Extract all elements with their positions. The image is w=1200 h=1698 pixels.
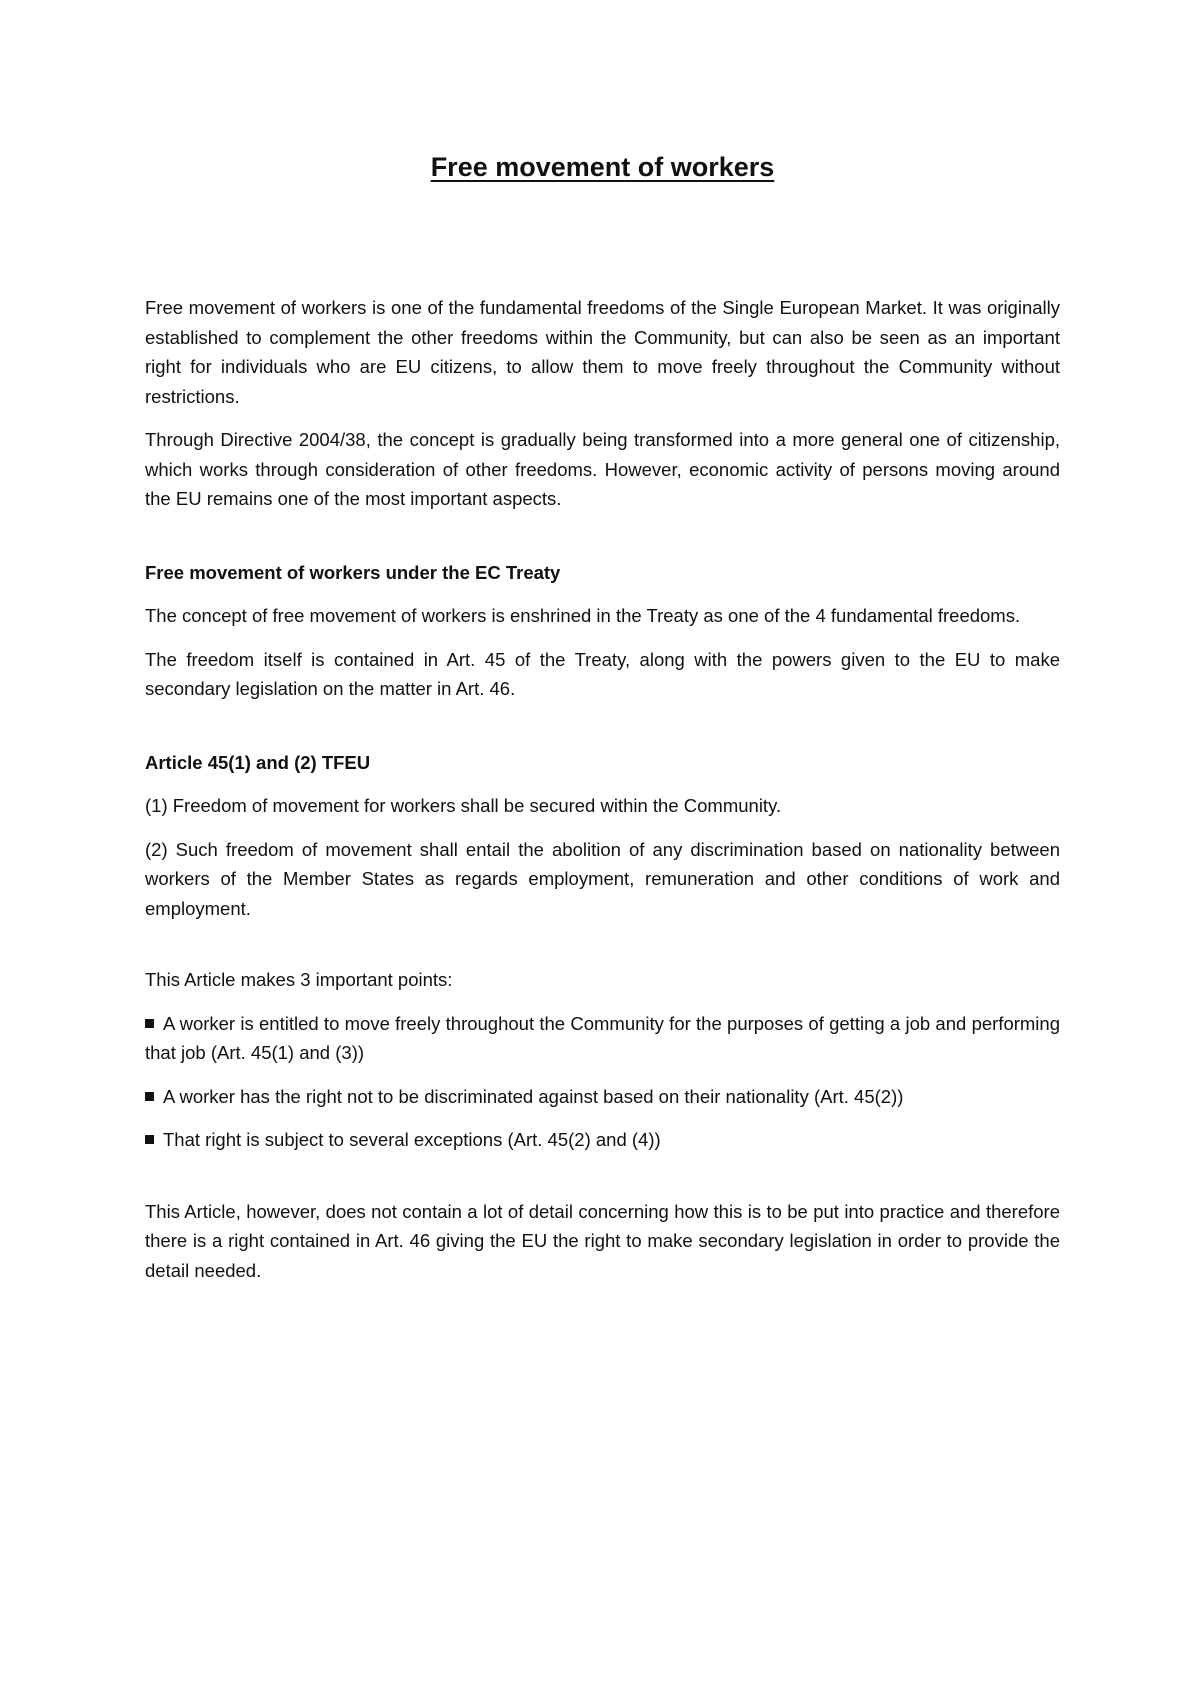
bullet-text: A worker has the right not to be discriminated against based on their nationality (Art. 45(2)) <box>163 1085 904 1107</box>
section-heading-ec-treaty: Free movement of workers under the EC Treaty <box>145 561 561 583</box>
points-intro: This Article makes 3 important points: <box>145 969 453 990</box>
square-bullet-icon <box>145 1019 154 1028</box>
article-45-paragraph-2: (2) Such freedom of movement shall entail the abolition of any discrimination based on nationality between workers of the Member States as regards employment, remuneration and other conditions of work and employment. <box>145 838 1060 919</box>
closing-paragraph: This Article, however, does not contain a lot of detail concerning how this is to be put into practice and therefore there is a right contained in Art. 46 giving the EU the right to make secondary legislation in order to provide the detail needed. <box>145 1200 1060 1281</box>
section-heading-article-45: Article 45(1) and (2) TFEU <box>145 751 371 773</box>
bullet-point <box>145 1082 1060 1112</box>
section1-paragraph-2: The freedom itself is contained in Art. 45 of the Treaty, along with the powers given to the EU to make secondary legislation on the matter in Art. 46. <box>145 648 1060 699</box>
intro-paragraph-1: Free movement of workers is one of the fundamental freedoms of the Single European Market. It was originally established to complement the other freedoms within the Community, but can also be seen as an important right for individuals who are EU citizens, to allow them to move freely throughout the Community without restrictions. <box>145 297 1060 407</box>
bullet-point <box>145 1009 1060 1068</box>
square-bullet-icon <box>145 1092 154 1101</box>
section1-paragraph-1: The concept of free movement of workers is enshrined in the Treaty as one of the 4 fundamental freedoms. <box>145 605 1021 626</box>
document-page <box>145 0 1060 1698</box>
article-45-paragraph-1: (1) Freedom of movement for workers shall be secured within the Community. <box>145 795 782 816</box>
square-bullet-icon <box>145 1135 154 1144</box>
document-body <box>145 293 1060 1299</box>
intro-paragraph-2: Through Directive 2004/38, the concept is gradually being transformed into a more general one of citizenship, which works through consideration of other freedoms. However, economic activity of persons moving around the EU remains one of the most important aspects. <box>145 429 1060 509</box>
bullet-text: A worker is entitled to move freely throughout the Community for the purposes of getting a job and performing that job (Art. 45(1) and (3)) <box>145 1012 1060 1063</box>
document-title: Free movement of workers <box>430 152 775 182</box>
bullet-point <box>145 1125 1060 1155</box>
bullet-text: That right is subject to several exceptions (Art. 45(2) and (4)) <box>163 1129 661 1150</box>
